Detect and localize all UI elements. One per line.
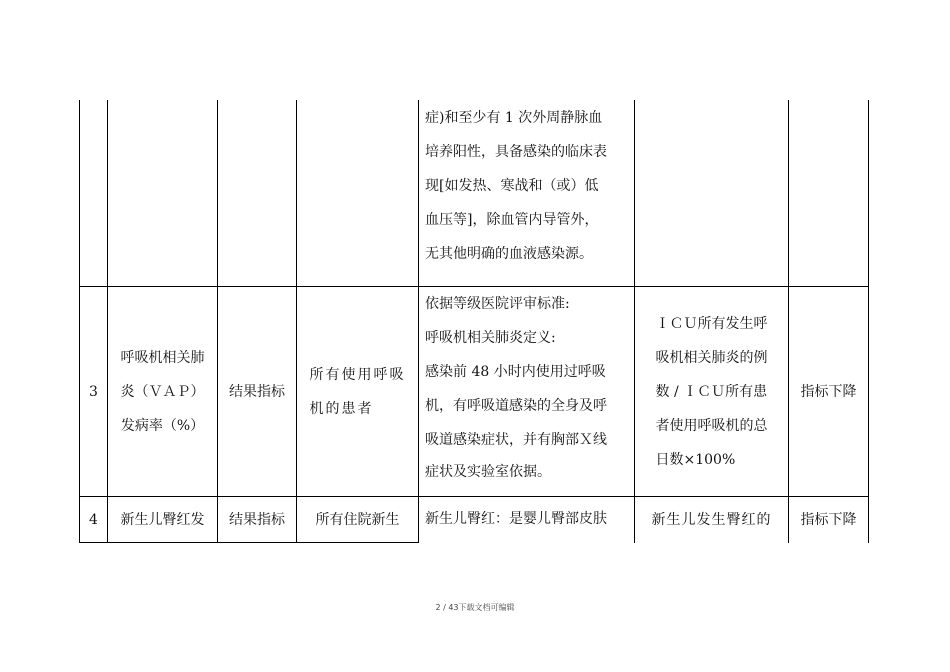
row3-target-line: 所有使用呼吸: [309, 366, 406, 383]
row3-name-line: 炎（ＶＡＰ）: [120, 383, 205, 400]
row3-formula: [635, 287, 788, 496]
continued-definition-line: 培养阳性，具备感染的临床表: [425, 144, 607, 160]
row4-direction: 指标下降: [800, 511, 857, 528]
table-border-col4: [418, 100, 419, 543]
row3-direction: 指标下降: [800, 383, 857, 400]
row3-target-population: [297, 287, 418, 496]
row3-definition-line: 感染前 48 小时内使用过呼吸: [425, 364, 606, 380]
row3-definition-line: 吸道感染症状，并有胸部Ｘ线: [425, 432, 607, 448]
row4-indicator-name: 新生儿臀红发: [120, 511, 205, 528]
continued-definition-line: 血压等]，除血管内导管外，: [425, 212, 599, 228]
row3-name-line: 发病率（%）: [120, 417, 205, 434]
row3-definition-line: 症状及实验室依据。: [425, 464, 551, 480]
continued-definition-cell: [425, 101, 630, 271]
row3-formula-line: 数 / ＩＣＵ所有患: [655, 383, 768, 400]
row3-formula-line: 吸机相关肺炎的例: [655, 349, 768, 366]
row4-target-population: 所有住院新生: [315, 511, 400, 528]
row3-definition: [425, 287, 630, 487]
continued-definition-line: 症)和至少有 1 次外周静脉血: [425, 110, 603, 126]
row3-definition-line: 呼吸机相关肺炎定义:: [425, 330, 556, 346]
page-footer: 2 / 43下载文档可编辑: [435, 603, 515, 612]
continued-definition-line: 现[如发热、寒战和（或）低: [425, 178, 599, 194]
row3-definition-line: 依据等级医院评审标准:: [425, 296, 570, 312]
row3-formula-line: 日数×100%: [655, 451, 736, 468]
row3-indicator-name: [108, 287, 217, 496]
row4-indicator-type: 结果指标: [229, 511, 285, 528]
row4-number: 4: [89, 511, 98, 528]
row3-number: 3: [89, 383, 98, 400]
table-border-right: [868, 100, 869, 543]
row3-target-line: 机的患者: [309, 400, 374, 417]
row3-definition-line: 机，有呼吸道感染的全身及呼: [425, 398, 607, 414]
row3-indicator-type: 结果指标: [229, 383, 285, 400]
row4-definition: 新生儿臀红：是婴儿臀部皮肤: [425, 511, 607, 527]
row4-formula: 新生儿发生臀红的: [651, 511, 772, 528]
row3-name-line: 呼吸机相关肺: [120, 349, 205, 366]
continued-definition-line: 无其他明确的血液感染源。: [425, 246, 593, 262]
row-border-bottom: [79, 542, 419, 543]
row3-formula-line: 者使用呼吸机的总: [655, 417, 768, 434]
row3-formula-line: ＩＣＵ所有发生呼: [655, 315, 768, 332]
